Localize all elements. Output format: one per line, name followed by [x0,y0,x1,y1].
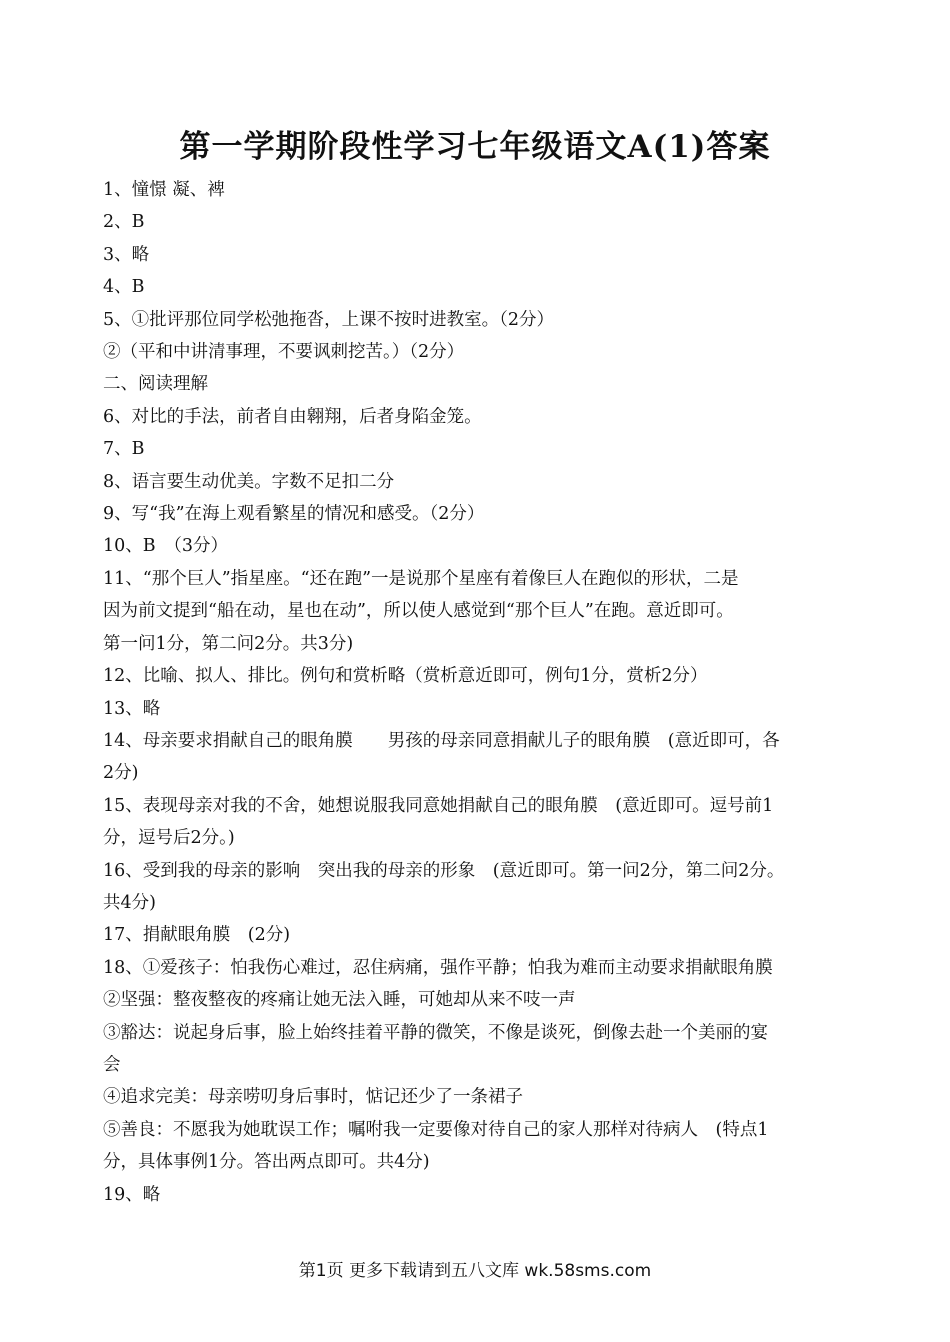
answer-line: ③豁达：说起身后事，脸上始终挂着平静的微笑，不像是谈死，倒像去赴一个美丽的宴 [103,1022,768,1043]
answer-line: 因为前文提到“船在动，星也在动”，所以使人感觉到“那个巨人”在跑。意近即可。 [103,601,734,622]
answer-line: ②坚强：整夜整夜的疼痛让她无法入睡，可她却从来不吱一声 [103,990,576,1011]
answer-line: ④追求完美：母亲唠叨身后事时，惦记还少了一条裙子 [103,1087,523,1108]
answer-line: 12、比喻、拟人、排比。例句和赏析略（赏析意近即可，例句1分，赏析2分） [103,666,708,687]
answer-line: 19、略 [103,1184,161,1205]
answer-line: 分，具体事例1分。答出两点即可。共4分) [103,1152,430,1173]
answer-line: 2分) [103,763,139,784]
answer-line: 13、略 [103,698,161,719]
page-footer: 第1页 更多下载请到五八文库 wk.58sms.com [298,1261,652,1281]
answer-line: 2、B [103,212,145,233]
answer-line: 4、B [103,277,145,298]
answer-line: 二、阅读理解 [103,374,208,395]
answer-line: 11、“那个巨人”指星座。“还在跑”一是说那个星座有着像巨人在跑似的形状，二是 [103,568,739,589]
answer-line: 17、捐献眼角膜 (2分) [103,925,291,946]
answer-line: 14、母亲要求捐献自己的眼角膜 男孩的母亲同意捐献儿子的眼角膜 (意近即可，各 [103,730,780,751]
answer-line: 5、①批评那位同学松弛拖沓，上课不按时进教室。（2分） [103,309,555,330]
answer-line: 第一问1分，第二问2分。共3分) [103,633,354,654]
answer-line: 1、憧憬 凝、裨 [103,180,225,200]
answer-line: 18、①爱孩子：怕我伤心难过，忍住病痛，强作平静；怕我为难而主动要求捐献眼角膜 [103,957,773,978]
answer-line: 16、受到我的母亲的影响 突出我的母亲的形象 (意近即可。第一问2分，第二问2分。 [103,860,785,881]
answer-line: 10、B （3分） [103,536,229,557]
answer-list [103,174,873,1211]
answer-line: 15、表现母亲对我的不舍，她想说服我同意她捐献自己的眼角膜 (意近即可。逗号前1 [103,795,774,816]
answer-line: 7、B [103,439,145,460]
answer-line: ⑤善良：不愿我为她耽误工作；嘱咐我一定要像对待自己的家人那样对待病人 (特点1 [103,1119,769,1140]
answer-line: 3、略 [103,244,150,265]
answer-line: ②（平和中讲清事理，不要讽刺挖苦。）（2分） [103,342,465,363]
answer-line: 分，逗号后2分。) [103,828,235,849]
answer-line: 共4分) [103,892,156,913]
answer-line: 会 [103,1054,121,1075]
answer-line: 6、对比的手法，前者自由翱翔，后者身陷金笼。 [103,406,482,427]
answer-line: 9、写“我”在海上观看繁星的情况和感受。（2分） [103,504,485,525]
answer-line: 8、语言要生动优美。字数不足扣二分 [103,471,395,492]
page-title: 第一学期阶段性学习七年级语文A(1)答案 [179,129,771,165]
